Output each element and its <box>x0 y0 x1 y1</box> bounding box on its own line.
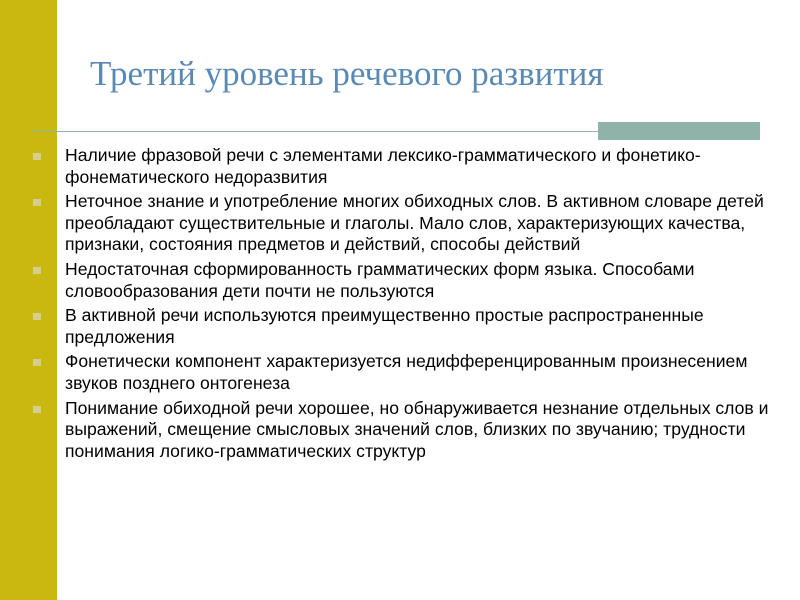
square-bullet-icon <box>33 406 41 413</box>
bullet-item <box>33 398 778 463</box>
bullet-text: Недостаточная сформированность грамматических форм языка. Способами словообразования дети почти не пользуются <box>65 258 695 301</box>
bullet-text: Неточное знание и употребление многих обиходных слов. В активном словаре детей преобладают существительные и глаголы. Мало слов, характеризующих качества, признаки, состояния предметов и действий, способы действий <box>65 191 764 255</box>
bullet-text: В активной речи используются преимущественно простые распространенные предложения <box>65 305 704 347</box>
square-bullet-icon <box>33 313 41 320</box>
square-bullet-icon <box>33 199 41 206</box>
slide-title: Третий уровень речевого развития <box>90 54 604 93</box>
bullet-item <box>33 145 778 188</box>
square-bullet-icon <box>33 267 41 274</box>
bullet-item <box>33 351 778 394</box>
bullet-text: Фонетически компонент характеризуется недифференцированным произнесением звуков позднего онтогенеза <box>65 351 748 393</box>
title-divider-block <box>598 122 760 140</box>
square-bullet-icon <box>33 359 41 366</box>
bullet-list <box>33 145 778 465</box>
bullet-item <box>33 191 778 256</box>
bullet-text: Наличие фразовой речи с элементами лексико-грамматического и фонетико-фонематического недоразвития <box>65 145 701 187</box>
square-bullet-icon <box>33 153 41 160</box>
bullet-text: Понимание обиходной речи хорошее, но обнаруживается незнание отдельных слов и выражений, смещение смысловых значений слов, близких по звучанию; трудности понимания логико-грамматических структур <box>65 397 769 461</box>
bullet-item <box>33 259 778 302</box>
bullet-item <box>33 305 778 348</box>
